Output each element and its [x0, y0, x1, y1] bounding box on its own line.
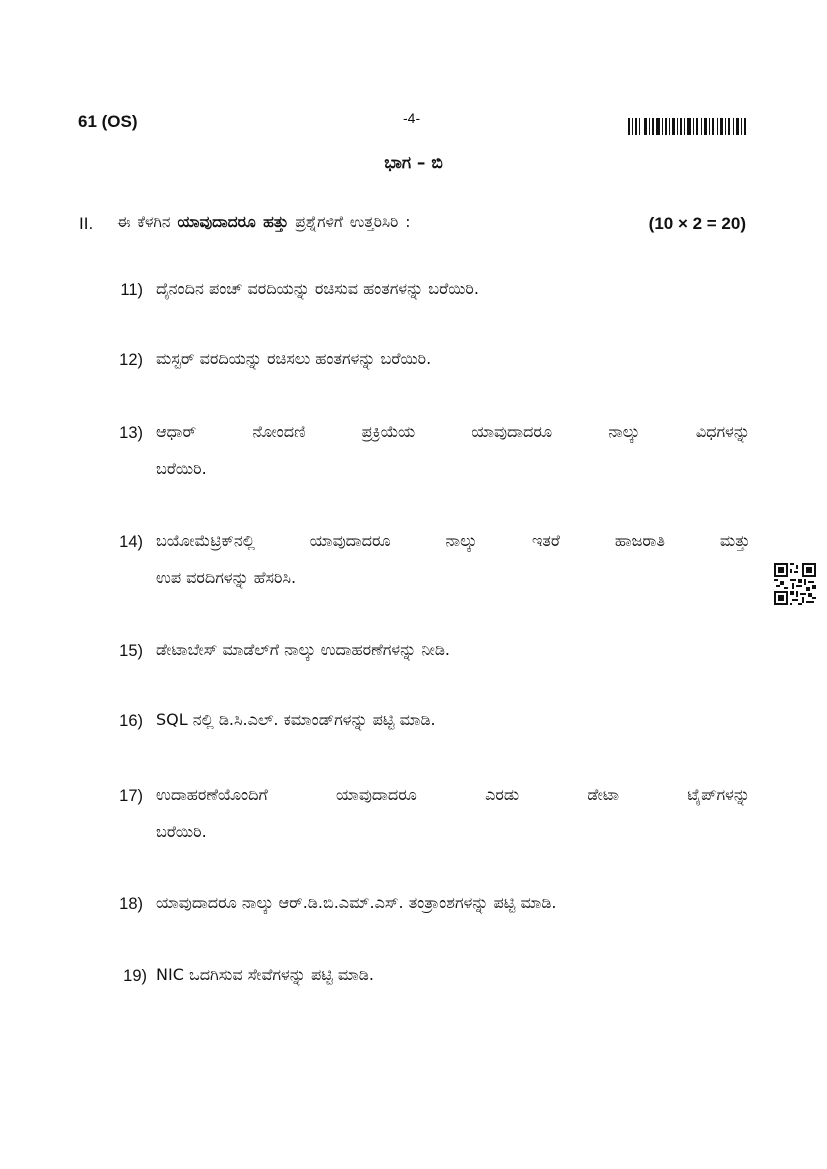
marks-allocation: (10 × 2 = 20) [648, 214, 746, 233]
instruction-text [117, 213, 411, 232]
question-number: 12) [119, 351, 143, 369]
question-number: 11) [120, 281, 143, 299]
question-group-number: II. [79, 214, 94, 233]
question-text: ಯಾವುದಾದರೂ ನಾಲ್ಕು ಆರ್.ಡಿ.ಬಿ.ಎಮ್.ಎಸ್. ತಂತ್ರಾಂಶಗಳನ್ನು ಪಟ್ಟಿ ಮಾಡಿ. [156, 893, 557, 912]
question-number: 15) [119, 642, 143, 660]
instruction-part: ಪ್ರಶ್ನೆಗಳಿಗೆ ಉತ್ತರಿಸಿರಿ : [295, 213, 411, 231]
question-text: ಡೇಟಾಬೇಸ್ ಮಾಡೆಲ್‌ಗೆ ನಾಲ್ಕು ಉದಾಹರಣೆಗಳನ್ನು ನೀಡಿ. [156, 640, 450, 659]
paper-code: 61 (OS) [78, 112, 138, 131]
question-number: 16) [119, 712, 143, 730]
question-number: 18) [119, 895, 143, 913]
question-number: 17) [119, 787, 143, 805]
instruction-part: ಈ ಕೆಳಗಿನ [117, 213, 171, 231]
question-text: ಉದಾಹರಣೆಯೊಂದಿಗೆ ಯಾವುದಾದರೂ ಎರಡು ಡೇಟಾ ಟೈಪ್‌ಗಳನ್ನು [156, 785, 750, 804]
question-text: ದೈನಂದಿನ ಪಂಚ್ ವರದಿಯನ್ನು ರಚಿಸುವ ಹಂತಗಳನ್ನು ಬರೆಯಿರಿ. [156, 279, 479, 298]
question-number: 14) [119, 533, 143, 551]
section-title: ಭಾಗ – ಬಿ [384, 153, 443, 173]
question-text-continued: ಬರೆಯಿರಿ. [156, 459, 207, 478]
question-text: NIC ಒದಗಿಸುವ ಸೇವೆಗಳನ್ನು ಪಟ್ಟಿ ಮಾಡಿ. [156, 965, 374, 984]
qr-code-image [774, 563, 816, 605]
question-text: ಮಸ್ಟರ್ ವರದಿಯನ್ನು ರಚಿಸಲು ಹಂತಗಳನ್ನು ಬರೆಯಿರಿ. [156, 349, 432, 368]
question-text: SQL ನಲ್ಲಿ ಡಿ.ಸಿ.ಎಲ್. ಕಮಾಂಡ್‌ಗಳನ್ನು ಪಟ್ಟಿ ಮಾಡಿ. [156, 710, 436, 729]
question-text: ಬಯೋಮೆಟ್ರಿಕ್‌ನಲ್ಲಿ ಯಾವುದಾದರೂ ನಾಲ್ಕು ಇತರೆ ಹಾಜರಾತಿ ಮತ್ತು [156, 531, 750, 550]
question-text-continued: ಉಪ ವರದಿಗಳನ್ನು ಹೆಸರಿಸಿ. [156, 568, 297, 587]
question-number: 19) [123, 967, 147, 985]
page-number: -4- [403, 110, 421, 126]
question-number: 13) [119, 424, 143, 442]
instruction-emphasis: ಯಾವುದಾದರೂ ಹತ್ತು [177, 213, 289, 231]
question-text: ಆಧಾರ್ ನೋಂದಣಿ ಪ್ರಕ್ರಿಯೆಯ ಯಾವುದಾದರೂ ನಾಲ್ಕು ವಿಧಗಳನ್ನು [156, 422, 750, 441]
barcode-image [628, 118, 746, 135]
question-text-continued: ಬರೆಯಿರಿ. [156, 822, 207, 841]
